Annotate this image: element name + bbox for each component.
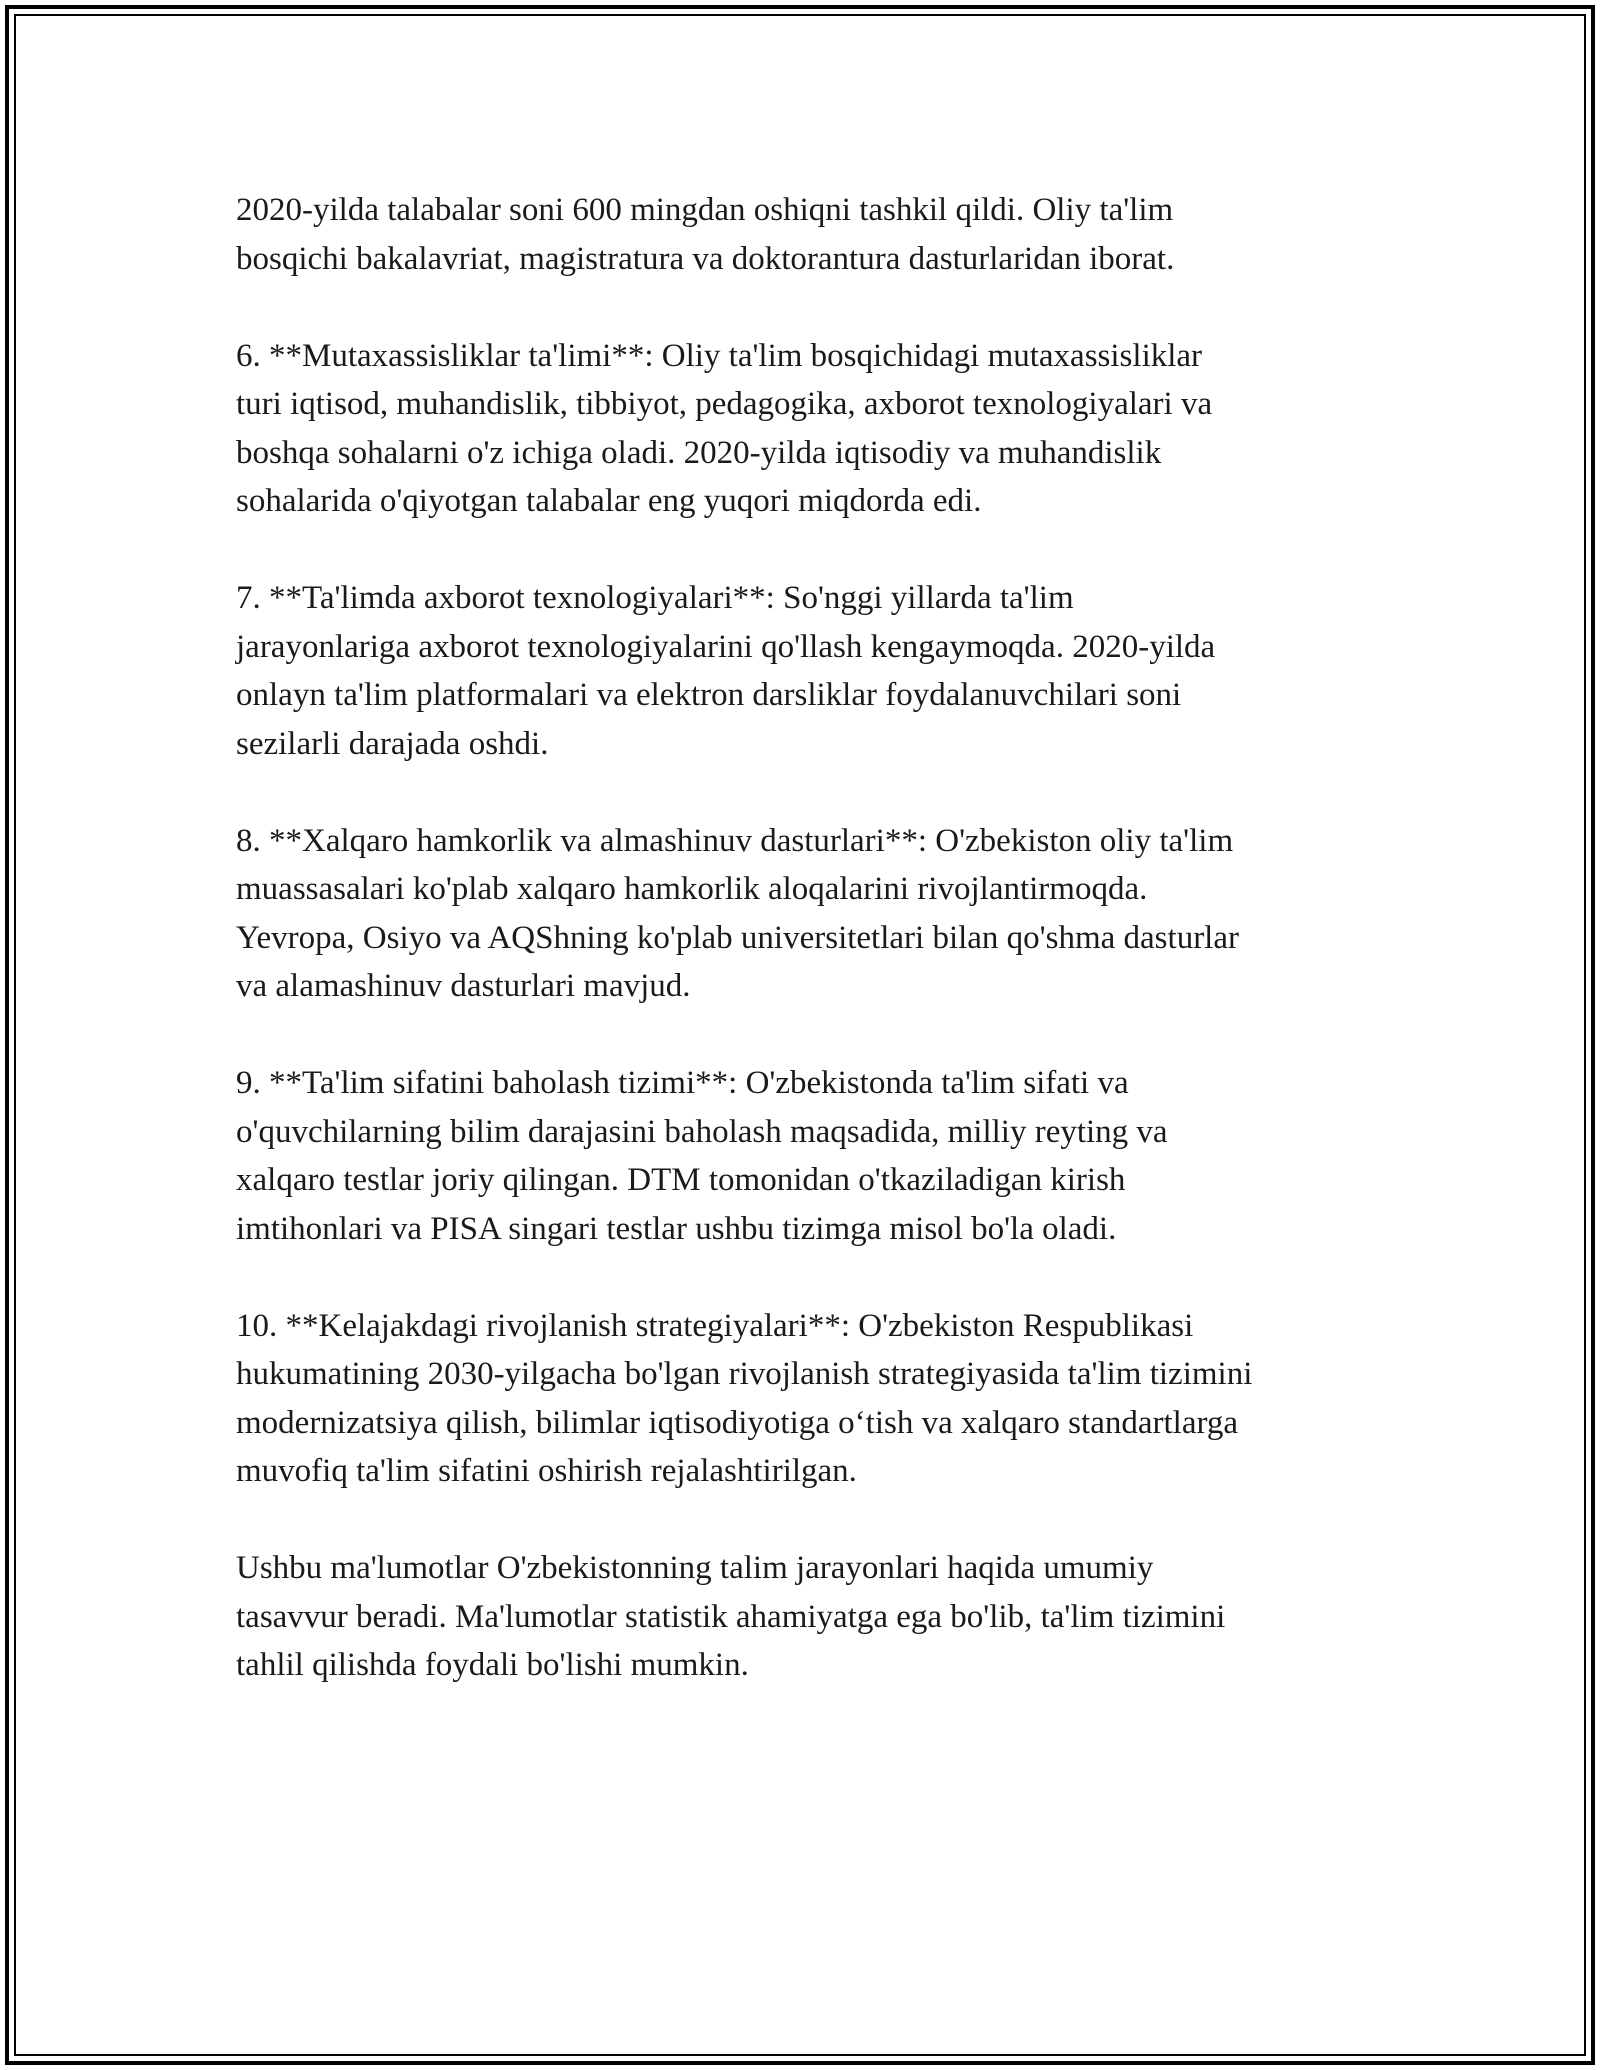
document-body (236, 186, 1386, 1738)
paragraph-it-in-education: 7. **Ta'limda axborot texnologiyalari**: So'nggi yillarda ta'lim jarayonlariga axborot texnologiyalarini qo'llash kengaymoqda. 2020-yilda onlayn ta'lim platformalari va elektron darsliklar foydalanuvchilari soni sezilarli darajada oshdi. (236, 580, 1216, 762)
paragraph-conclusion: Ushbu ma'lumotlar O'zbekistonning talim jarayonlari haqida umumiy tasavvur beradi. Ma'lumotlar statistik ahamiyatga ega bo'lib, ta'lim tizimini tahlil qilishda foydali bo'lishi mumkin. (236, 1550, 1226, 1683)
paragraph-students-count: 2020-yilda talabalar soni 600 mingdan oshiqni tashkil qildi. Oliy ta'lim bosqichi bakalavriat, magistratura va doktorantura dasturlaridan iborat. (236, 192, 1175, 277)
paragraph-future-strategies: 10. **Kelajakdagi rivojlanish strategiyalari**: O'zbekiston Respublikasi hukumatining 2030-yilgacha bo'lgan rivojlanish strategiyasida ta'lim tizimini modernizatsiya qilish, bilimlar iqtisodiyotiga o‘tish va xalqaro standartlarga muvofiq ta'lim sifatini oshirish rejalashtirilgan. (236, 1307, 1253, 1489)
paragraph-quality-assessment: 9. **Ta'lim sifatini baholash tizimi**: O'zbekistonda ta'lim sifati va o'quvchilarning bilim darajasini baholash maqsadida, milliy reyting va xalqaro testlar joriy qilingan. DTM tomonidan o'tkaziladigan kirish imtihonlari va PISA singari testlar ushbu tizimga misol bo'la oladi. (236, 1065, 1168, 1247)
paragraph-specializations: 6. **Mutaxassisliklar ta'limi**: Oliy ta'lim bosqichidagi mutaxassisliklar turi iqtisod, muhandislik, tibbiyot, pedagogika, axborot texnologiyalari va boshqa sohalarni o'z ichiga oladi. 2020-yilda iqtisodiy va muhandislik sohalarida o'qiyotgan talabalar eng yuqori miqdorda edi. (236, 337, 1213, 519)
paragraph-international-cooperation: 8. **Xalqaro hamkorlik va almashinuv dasturlari**: O'zbekiston oliy ta'lim muassasalari ko'plab xalqaro hamkorlik aloqalarini rivojlantirmoqda. Yevropa, Osiyo va AQShning ko'plab universitetlari bilan qo'shma dasturlar va alamashinuv dasturlari mavjud. (236, 822, 1239, 1004)
